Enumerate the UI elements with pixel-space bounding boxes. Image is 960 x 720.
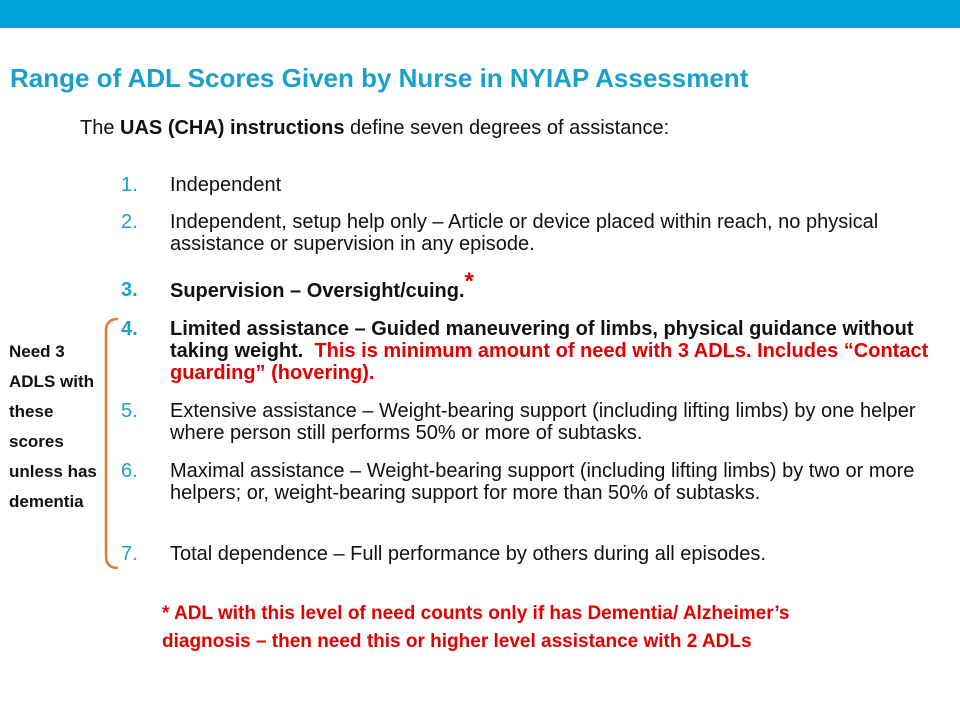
footnote: * ADL with this level of need counts only if has Dementia/ Alzheimer’s diagnosis – then need this or higher level assistance with 2 ADLs (162, 603, 790, 652)
top-banner (0, 0, 960, 28)
intro-text (80, 117, 669, 140)
list-number: 5. (121, 400, 138, 422)
list-text: Total dependence – Full performance by others during all episodes. (170, 543, 766, 565)
list-text-wrap (170, 268, 940, 302)
list-text-wrap (170, 318, 940, 384)
list-text: Independent (170, 174, 282, 196)
minimum-need-note: This is minimum amount of need with 3 ADLs. Includes “Contact guarding” (hovering). (170, 340, 929, 384)
list-text: Supervision – Oversight/cuing. (170, 280, 465, 302)
intro-bold: UAS (CHA) instructions (120, 117, 345, 139)
bracket-icon (96, 316, 126, 572)
list-number: 7. (121, 543, 138, 565)
intro-prefix: The (80, 117, 121, 139)
intro-suffix: define seven degrees of assistance: (344, 117, 670, 139)
list-text: Extensive assistance – Weight-bearing support (including lifting limbs) by one helper where person still performs 50% or more of subtasks. (170, 400, 916, 444)
list-number: 4. (121, 318, 138, 340)
asterisk-mark: * (464, 268, 474, 295)
list-number: 6. (121, 460, 138, 482)
list-number: 2. (121, 211, 138, 233)
list-text: Limited assistance – Guided maneuvering of limbs, physical guidance without taking weight. (170, 318, 914, 362)
side-note: Need 3 ADLS with these scores unless has dementia (9, 342, 97, 511)
list-number: 1. (121, 174, 138, 196)
list-text: Independent, setup help only – Article or device placed within reach, no physical assistance or supervision in any episode. (170, 211, 879, 255)
slide-title: Range of ADL Scores Given by Nurse in NYIAP Assessment (10, 63, 749, 93)
list-number: 3. (121, 279, 138, 301)
list-text: Maximal assistance – Weight-bearing support (including lifting limbs) by two or more helpers; or, weight-bearing support for more than 50% of subtasks. (170, 460, 915, 504)
